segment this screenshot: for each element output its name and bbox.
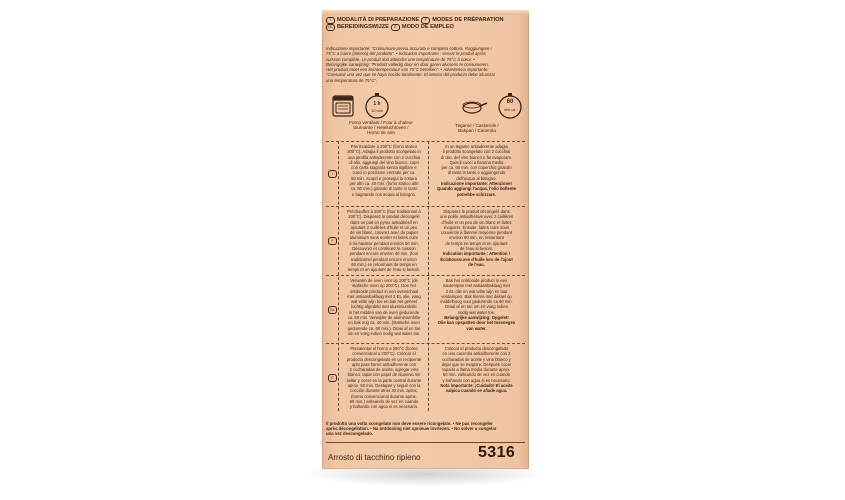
instruction-line: aluminium sans sceller et faites cuire [349,235,419,241]
note-line: una temperatura de 75°C". [326,77,378,83]
instruction-line: middelhoog vuur gedurende ca 60 min. [440,299,513,305]
instruction-line: di olio, del vino bianco e fai evaporare. [440,154,513,160]
table-row [326,275,525,342]
timer-subvalue: min ca. [503,108,517,112]
title-nl: BEREIDINGSWIJZE [337,24,389,30]
pan-label-line: Tegame / Casserole / [455,123,499,128]
title-it: MODALITÀ DI PREPARAZIONE [337,17,420,23]
instruction-line: Préchauffez à 200°C (four traditionnel à [347,209,421,214]
instruction-line: temps et en ajoutant de l'eau si besoin. [347,267,421,273]
table-row [326,206,525,274]
language-flag-nl: NL [328,306,337,314]
title-es: MODO DE EMPLEO [401,24,454,30]
instruction-line: Bak het ontdooide product in een [445,278,508,283]
instruction-line: dejar que se evapore. Después cocer [441,361,512,367]
instruction-line: 50 min. Scopri e prosegui la cottura [351,175,417,181]
instruction-line: luchtig afgedekt met aluminiumfolie [351,304,417,310]
instruction-line: d'huile et un peu de vin blanc et faites [441,219,512,225]
instruction-line: dans un plat en pyrex antiadhésif en [350,219,418,225]
oven-label-line: tournante / Heteluchtoven / [353,125,409,131]
language-flag-fr: F [328,237,337,245]
instruction-line: di olio, aggiungi del vino bianco, copri [349,159,419,165]
note-line: cuisson complète. Le produit doit atteindre une température de 75°C à cœur. • [326,56,475,62]
pan-instructions [430,346,523,394]
note-line: Belangrijke aanwijzing: "Product volledig door en door garen alvorens te consumeren. [326,61,489,67]
instruction-line: Preriscaldare a 200°C (forno statico [350,144,418,149]
instruction-line: 60 min.) volteando de vez en cuando [349,398,419,404]
instruction-line: una pirofila antiaderente con 2 cucchiai [347,154,421,160]
cooking-icons [326,90,525,136]
instruction-line: per altri ca. 40 min. (forno statico altri [349,181,419,187]
note-line: 75°C a cuore (interno) del prodotto". • Indication importante : servez le produit après [326,51,486,57]
product-code: 5316 [478,444,516,461]
important-warning [430,181,523,197]
instruction-line: Éclaboussures d'huile lors de l'ajout [440,256,513,262]
instruction-line: Indicazione importante: Attenzione! [441,181,512,187]
table-row [326,141,525,206]
instruction-line: sauteerpan met antiaanbaklaag met [443,283,510,289]
language-flag-es: E [391,24,400,31]
warning-line: Il prodotto una volta scongelato non deve essere ricongelato. • Ne pas recongeler [326,421,493,426]
language-flag-it: I [328,170,337,178]
instruction-line: de vin blanc, couvrez avec du papier [350,230,418,236]
instruction-line: y bañando con agua si es necesario. [442,377,511,383]
oven-instructions [340,144,428,197]
product-box-back [322,10,529,469]
oven-instructions [340,278,428,336]
pan-label [431,123,523,133]
instruction-line: Quindi cuoci a fiamma media [449,159,504,165]
instruction-line: 60 min.) en retournant de temps en [351,261,417,267]
important-warning [430,383,523,394]
instruction-line: di tanto in tanto e aggiungendo [447,170,506,176]
instruction-line: met antiaanbaklaag met 2 EL olie, voeg [347,293,421,299]
instruction-line: il prodotto scongelato con 2 cucchiai [442,149,511,155]
instruction-line: 200°C). Adagia il prodotto scongelato in [347,149,421,155]
instruction-line: cuoci in posizione centrale per ca. [352,170,416,176]
instruction-line: In un tegame antiaderente adagia [445,144,508,149]
instruction-line: traditionnel pendant encore environ [351,256,417,262]
instruction-line: cucharadas de aceite y vino blanco y [442,356,511,362]
pan-instructions [430,278,523,331]
table-row [326,343,525,412]
instruction-line: aprox. 50 min. Destapar y seguir con la [347,383,421,389]
instruction-line: environ 60 min. en retournant [449,235,504,241]
instruction-line: nodig wat water toe. [457,309,496,315]
preparation-header [326,17,526,31]
instruction-line: de l'eau si besoin. [459,246,494,252]
instruction-line: ajoutant 2 cuillères d'huile et un peu [350,224,418,230]
oven-label [336,120,426,136]
instruction-line: pendant encore environ 40 min. (four [349,251,419,257]
instruction-line: y bañando con agua si es necesario. [349,404,419,410]
oven-label-line: Forno ventilato / Four à chaleur [349,120,413,125]
important-warning [430,315,523,331]
box-top-edge [322,10,529,15]
language-flag-es: E [328,374,337,382]
important-warning [430,251,523,267]
timer-value: 60 [506,99,514,105]
instruction-line: cocción durante otros 40 min. aprox. [350,388,418,394]
title-fr: MODES DE PRÉPARATION [432,17,504,23]
instruction-line: de l'eau. [468,261,485,267]
instruction-line: 2 EL olie en wat witte wijn en laat [445,288,508,294]
pan-instructions [430,209,523,267]
oven-instructions [340,346,428,410]
instruction-line: producto descongelado en un recipiente [346,356,422,362]
instruction-line: con carta stagnola senza sigillare e [351,165,417,171]
pan-icon [460,94,488,118]
instructions-table [326,141,525,411]
header-line-1 [326,17,526,24]
instruction-line: ontdooide product in een ovenschaal [349,288,419,294]
instruction-line: sellar y cocer en la parte central durante [346,377,422,383]
instruction-line: apto para horno antiadherente con [351,361,417,367]
instruction-line: à mi-hauteur pendant environ 50 min. [349,240,419,246]
instruction-line: Belangrijke aanwijzing: Opgelet! [444,315,509,321]
instruction-line: van water. [466,325,487,331]
pan-instructions [430,144,523,197]
product-name: Arrosto di tacchino ripieno [328,453,421,462]
warning-line: una vez descongelado. [326,431,374,437]
instruction-line: Nota importante: ¡Cuidado! El aceite [440,383,513,389]
instruction-line: 60 min. volteando de vez en cuando [442,372,511,378]
instruction-line: Quando aggiungi l'acqua, l'olio bollente [437,186,516,192]
instruction-line: verdampen. Bak hierna met deksel op [441,293,512,299]
instruction-line: en una cacerola antiadherente con 2 [442,351,511,357]
note-line: Het product moet een kerntemperatuur van 75°C bereiken". • Advertencia importante: [326,67,489,73]
note-line: "Consumir una vez que se haya cocido totalmente. El interior del producto debe alcanzar [326,72,496,78]
instruction-line: in het midden van de oven gedurende [348,309,420,315]
divider [326,442,525,443]
instruction-line: e bagnando con acqua al bisogno. [351,191,417,197]
instruction-line: om en voeg indien nodig wat water toe. [347,330,421,336]
timer-subvalue: 10 min [370,108,383,113]
instruction-line: (horno convencional durante aprox. [351,393,417,399]
instruction-line: évaporer. Ensuite, faites cuire sous [443,224,510,230]
instruction-line: gedurende ca. 60 min.). Draai af en toe [347,325,421,331]
warning-line: après décongélation. • Na ontdooiing niet opnieuw invriezen. • No volver a congelar [326,426,497,432]
instruction-line: Disposez le produit décongelé dans [443,209,510,214]
instruction-line: Draai af en toe om en voeg indien [445,304,508,310]
freezing-warning [326,421,525,437]
instruction-line: Olie kan opspatten door het toevoegen [437,320,516,326]
language-flag-fr: F [421,17,430,24]
important-note [326,46,525,83]
instruction-line: Verwarm de oven voor op 200°C (de [350,278,418,283]
instruction-line: tapado a llama media durante aprox. [442,367,511,373]
timer-icon [496,92,524,120]
header-line-2 [326,24,526,31]
language-flag-nl: NL [326,24,335,31]
oven-instructions [340,209,428,273]
instruction-line: Precalentar el horno a 200°C (horno [350,346,418,351]
instruction-line: de temps en temps et en ajoutant [445,240,508,246]
pan-label-line: Bakpan / Cacerola [458,128,496,134]
oven-icon [331,94,355,118]
instruction-line: Colocar el producto descongelado [444,346,509,351]
instruction-line: Découvrez et continuez la cuisson [352,246,416,252]
language-flag-it: I [326,17,335,24]
instruction-line: wat witte wijn toe en bak het geheel [350,299,418,305]
instruction-line: 200°C). Disposez le produit décongelé [348,214,420,220]
instruction-line: Indication importante : Attention ! [442,251,511,257]
instruction-line: potrebbe schizzare. [456,191,497,197]
timer-value: 1 h [373,101,381,107]
instruction-line: 2 cucharadas de aceite, agregar vino [349,367,419,373]
instruction-line: convencional a 200°C). Colocar el [352,351,416,357]
note-line: Indicazione importante: "Consumare previa accurata e completa cottura. Raggiungere i [326,46,492,51]
instruction-line: statische oven op 200°C). Doe het [352,283,416,289]
instruction-line: blanco, tapar con papel de aluminio sin [347,372,421,378]
instruction-line: dell'acqua al bisogno. [456,175,497,181]
instruction-line: en bak nog ca. 40 min. (statische oven [348,320,420,326]
instruction-line: salpica cuando se añade agua. [445,388,508,394]
instruction-line: ca. 50 min. Verwijder de aluminiumfolie [347,315,421,321]
instruction-line: une poêle antiadhésive avec 2 cuillères [439,214,514,220]
instruction-line: ca. 60 min.) girando di tanto in tanto [350,186,418,192]
instruction-line: couvercle à flamme moyenne pendant [441,230,512,236]
instruction-line: per ca. 60 min. con coperchio girando [441,165,512,171]
oven-label-line: Horno de aire [367,130,395,136]
